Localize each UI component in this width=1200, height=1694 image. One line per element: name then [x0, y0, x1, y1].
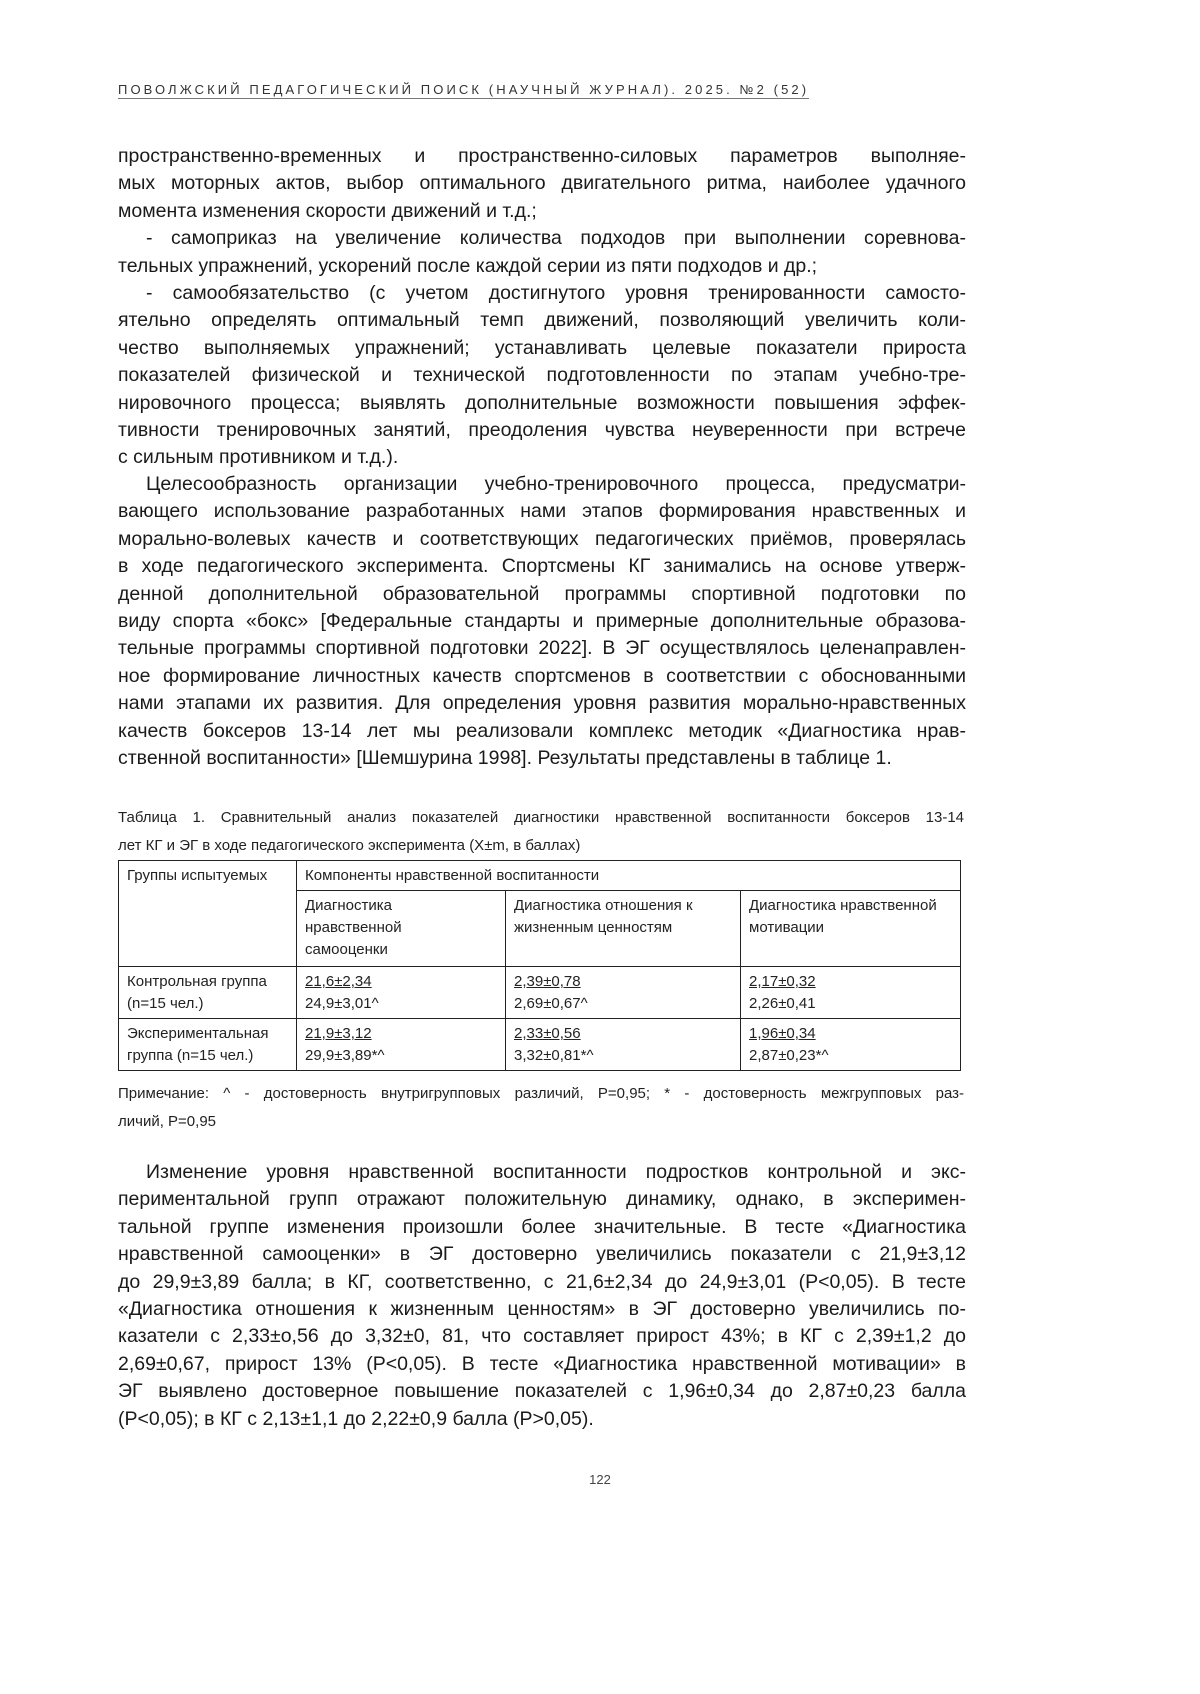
results-table	[118, 860, 961, 1071]
header-groups: Группы испытуемых	[119, 861, 297, 967]
value-cell	[741, 967, 961, 1019]
text-line: нравственной самооценки» в ЭГ достоверно увеличились показатели с 21,9±3,12	[118, 1243, 966, 1266]
text-line: нами этапами их развития. Для определения уровня развития морально-нравственных	[118, 692, 966, 715]
paragraph-main	[118, 471, 966, 772]
text-line: 2,69±0,67, прирост 13% (P<0,05). В тесте «Диагностика нравственной мотивации» в	[118, 1352, 966, 1375]
text-line: ятельно определять оптимальный темп движений, позволяющий увеличить коли-	[118, 309, 966, 332]
journal-running-header: ПОВОЛЖСКИЙ ПЕДАГОГИЧЕСКИЙ ПОИСК (НАУЧНЫЙ ЖУРНАЛ). 2025. №2 (52)	[118, 82, 810, 97]
text-line: показателей физической и технической подготовленности по этапам учебно-тре-	[118, 364, 966, 387]
caption-line: Таблица 1. Сравнительный анализ показателей диагностики нравственной воспитанности боксеров 13-14	[118, 809, 964, 826]
text-line: - самоприказ на увеличение количества подходов при выполнении соревнова-	[146, 227, 966, 250]
paragraphs-top	[118, 143, 966, 472]
value-cell	[297, 1019, 506, 1071]
text-line: - самообязательство (с учетом достигнутого уровня тренированности самосто-	[146, 281, 966, 304]
text-line: нировочного процесса; выявлять дополнительные возможности повышения эффек-	[118, 391, 966, 414]
text-line: морально-волевых качеств и соответствующих педагогических приёмов, проверялась	[118, 527, 966, 550]
value-after: 2,69±0,67^	[514, 995, 588, 1012]
text-line: до 29,9±3,89 балла; в КГ, соответственно, с 21,6±2,34 до 24,9±3,01 (P<0,05). В тесте	[118, 1270, 966, 1293]
text-line: Целесообразность организации учебно-тренировочного процесса, предусматри-	[146, 473, 966, 495]
text-line: вающего использование разработанных нами этапов формирования нравственных и	[118, 500, 966, 523]
text-line: качеств боксеров 13-14 лет мы реализовали комплекс методик «Диагностика нрав-	[118, 719, 966, 742]
text-line: ственной воспитанности» [Шемшурина 1998]. Результаты представлены в таблице 1.	[118, 746, 892, 769]
text-line: «Диагностика отношения к жизненным ценностям» в ЭГ достоверно увеличились по-	[118, 1297, 966, 1320]
text-line: денной дополнительной образовательной программы спортивной подготовки по	[118, 582, 966, 605]
text-line: тельные программы спортивной подготовки 2022]. В ЭГ осуществлялось целенаправлен-	[118, 637, 966, 660]
value-after: 24,9±3,01^	[305, 995, 379, 1012]
text-line: в ходе педагогического эксперимента. Спортсмены КГ занимались на основе утверж-	[118, 555, 966, 578]
value-before: 21,9±3,12	[305, 1025, 372, 1042]
value-before: 21,6±2,34	[305, 973, 372, 990]
header-col-motivation: Диагностика нравственной мотивации	[741, 891, 961, 967]
text-line: пространственно-временных и пространственно-силовых параметров выполняе-	[118, 145, 966, 167]
value-before: 2,33±0,56	[514, 1025, 581, 1042]
text-line: тивности тренировочных занятий, преодоления чувства неуверенности при встрече	[118, 418, 966, 441]
table-row	[119, 1019, 961, 1071]
caption-line: лет КГ и ЭГ в ходе педагогического эксперимента (X±m, в баллах)	[118, 837, 581, 854]
note-line: личий, Р=0,95	[118, 1113, 216, 1130]
text-line: ЭГ выявлено достоверное повышение показателей с 1,96±0,34 до 2,87±0,23 балла	[118, 1380, 966, 1403]
note-line: Примечание: ^ - достоверность внутригрупповых различий, Р=0,95; * - достоверность межгрупповых раз-	[118, 1085, 964, 1102]
text-line: мых моторных актов, выбор оптимального двигательного ритма, наиболее удачного	[118, 172, 966, 195]
header-components: Компоненты нравственной воспитанности	[297, 861, 961, 891]
text-line: момента изменения скорости движений и т.д.;	[118, 199, 537, 222]
paragraph-bottom	[118, 1159, 966, 1433]
value-after: 3,32±0,81*^	[514, 1047, 594, 1064]
value-cell	[741, 1019, 961, 1071]
table-row	[119, 967, 961, 1019]
group-cell: Контрольная группа (n=15 чел.)	[119, 967, 297, 1019]
table-caption	[118, 804, 964, 860]
header-col-self-esteem: Диагностика нравственной самооценки	[297, 891, 506, 967]
table-header-row	[119, 861, 961, 891]
table-note	[118, 1080, 964, 1136]
page-number: 122	[589, 1472, 611, 1487]
text-line: чество выполняемых упражнений; устанавливать целевые показатели прироста	[118, 336, 966, 359]
text-line: тальной группе изменения произошли более значительные. В тесте «Диагностика	[118, 1215, 966, 1238]
text-line: виду спорта «бокс» [Федеральные стандарты и примерные дополнительные образова-	[118, 609, 966, 632]
value-before: 2,39±0,78	[514, 973, 581, 990]
value-before: 2,17±0,32	[749, 973, 816, 990]
group-cell: Экспериментальная группа (n=15 чел.)	[119, 1019, 297, 1071]
text-line: Изменение уровня нравственной воспитанности подростков контрольной и экс-	[146, 1161, 966, 1183]
value-after: 2,87±0,23*^	[749, 1047, 829, 1064]
text-line: (P<0,05); в КГ с 2,13±1,1 до 2,22±0,9 балла (P>0,05).	[118, 1407, 594, 1430]
value-cell	[506, 1019, 741, 1071]
value-before: 1,96±0,34	[749, 1025, 816, 1042]
text-line: тельных упражнений, ускорений после каждой серии из пяти подходов и др.;	[118, 254, 818, 277]
header-col-life-values: Диагностика отношения к жизненным ценностям	[506, 891, 741, 967]
text-line: с сильным противником и т.д.).	[118, 446, 399, 469]
value-after: 2,26±0,41	[749, 995, 816, 1012]
value-cell	[506, 967, 741, 1019]
value-after: 29,9±3,89*^	[305, 1047, 385, 1064]
value-cell	[297, 967, 506, 1019]
text-line: ное формирование личностных качеств спортсменов в соответствии с обоснованными	[118, 664, 966, 687]
text-line: казатели с 2,33±о,56 до 3,32±0, 81, что составляет прирост 43%; в КГ с 2,39±1,2 до	[118, 1325, 966, 1348]
text-line: периментальной групп отражают положительную динамику, однако, в эксперимен-	[118, 1188, 966, 1211]
